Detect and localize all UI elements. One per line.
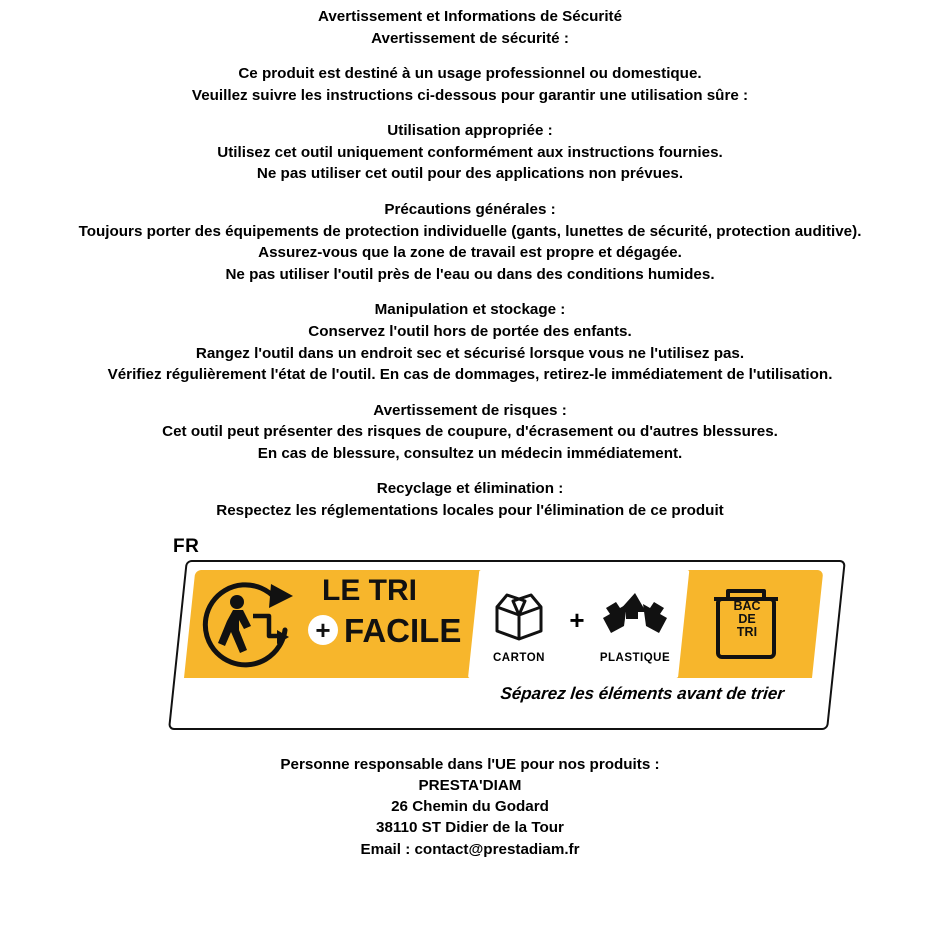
bin-text-line-3: TRI (736, 624, 758, 639)
material-plastique (596, 587, 674, 664)
country-code-label: FR (173, 535, 200, 557)
section-line: Cet outil peut présenter des risques de coupure, d'écrasement ou d'autres blessures. (162, 423, 778, 441)
section-line: Toujours porter des équipements de protection individuelle (gants, lunettes de sécurité, protection auditive). (78, 222, 862, 240)
section-line: Ce produit est destiné à un usage professionnel ou domestique. (238, 65, 702, 83)
section-risk-warning (8, 400, 932, 465)
headline-plus: + (308, 615, 338, 645)
section-line: Assurez-vous que la zone de travail est propre et dégagée. (258, 244, 682, 262)
company-name: PRESTA'DIAM (418, 776, 522, 794)
materials-separator: + (569, 604, 585, 635)
section-line: Vérifiez régulièrement l'état de l'outil. En cas de dommages, retirez-le immédiatement de l'utilisation. (107, 366, 833, 384)
recycle-triangle-icon (597, 587, 673, 645)
title-line-1: Avertissement et Informations de Sécurité (317, 8, 623, 25)
material-carton (480, 587, 558, 664)
section-line: Rangez l'outil dans un endroit sec et sécurisé lorsque vous ne l'utilisez pas. (195, 344, 745, 362)
company-city: 38110 ST Didier de la Tour (376, 819, 564, 837)
section-heading: Manipulation et stockage : (374, 301, 566, 319)
section-heading: Recyclage et élimination : (376, 480, 564, 498)
section-line: Veuillez suivre les instructions ci-dessous pour garantir une utilisation sûre : (191, 86, 749, 104)
document-title (8, 6, 932, 49)
section-line: Utilisez cet outil uniquement conformément aux instructions fournies. (217, 143, 723, 161)
section-heading: Précautions générales : (384, 201, 556, 219)
recycling-label-box (168, 560, 828, 730)
section-heading: Avertissement de risques : (373, 401, 567, 419)
section-heading: Utilisation appropriée : (387, 122, 553, 140)
section-intended-use (8, 63, 932, 106)
label-headline (308, 573, 468, 672)
section-line: En cas de blessure, consultez un médecin immédiatement. (257, 444, 683, 462)
responsible-person-block (8, 754, 932, 860)
material-carton-caption: CARTON (493, 652, 545, 665)
material-plastique-caption: PLASTIQUE (599, 652, 671, 665)
section-general-precautions (8, 199, 932, 285)
section-line: Ne pas utiliser l'outil près de l'eau ou dans des conditions humides. (225, 265, 715, 283)
responsible-person-heading: Personne responsable dans l'UE pour nos produits : (280, 755, 660, 773)
section-handling-storage (8, 299, 932, 385)
company-email: Email : contact@prestadiam.fr (360, 840, 580, 858)
section-line: Respectez les réglementations locales pour l'élimination de ce produit (216, 501, 724, 519)
title-line-2: Avertissement de sécurité : (371, 29, 569, 47)
bin-text-line-1: BAC (733, 598, 761, 613)
section-line: Conservez l'outil hors de portée des enfants. (308, 322, 632, 340)
headline-line-2: FACILE (344, 611, 462, 649)
section-proper-use (8, 120, 932, 185)
label-footer-text: Séparez les éléments avant de trier (499, 683, 786, 703)
company-street: 26 Chemin du Godard (391, 798, 549, 816)
section-recycling-disposal (8, 478, 932, 521)
bin-text-line-2: DE (738, 611, 756, 626)
headline-line-1: LE TRI (322, 573, 417, 607)
section-line: Ne pas utiliser cet outil pour des applications non prévues. (256, 165, 684, 183)
triman-icon (194, 570, 304, 678)
open-box-icon (481, 587, 557, 645)
bin-text (724, 600, 770, 639)
recycling-label (8, 536, 932, 736)
